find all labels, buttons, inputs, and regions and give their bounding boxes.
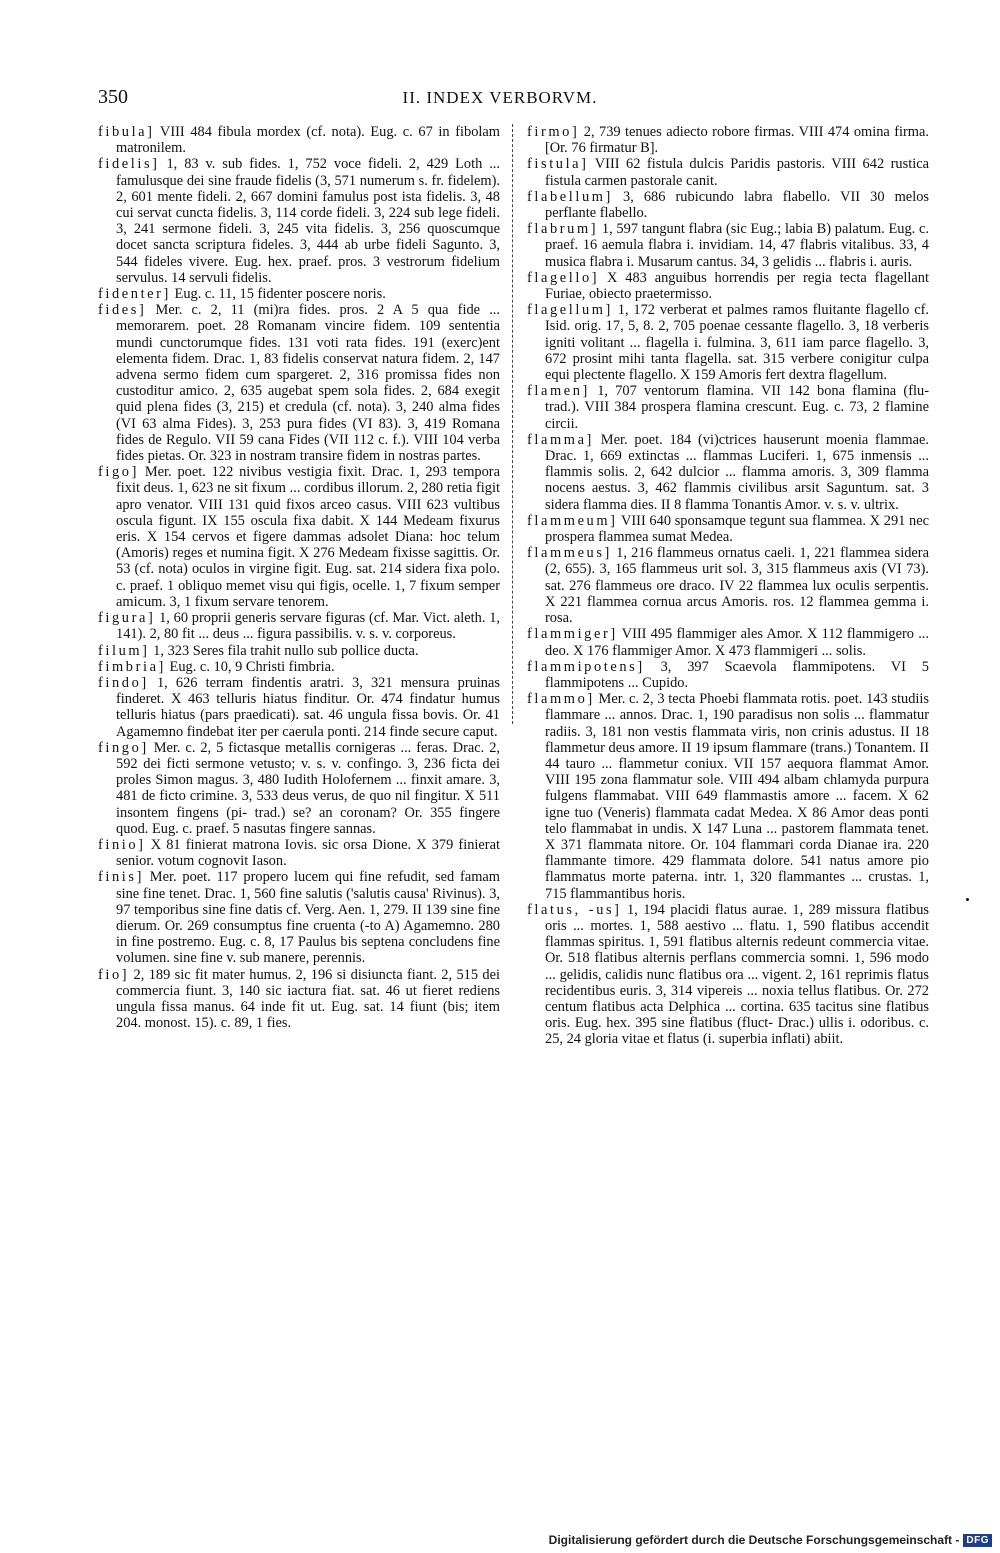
headword: flammeum] — [527, 512, 618, 529]
entry-text: Mer. c. 2, 3 tecta Phoebi flammata rotis. poet. 143 studiis flammare ... annos. Drac. 1, 190 paradisus non solis ... flammatur radiis. 3, 181 non vestis flammata viris, non crinis adustus. II 18 flammetur deus amore. II 19 ipsum flammare (trans.) Tonantem. II 44 tauro ... flammetur coniux. VII 157 aequora flammat Amor. VIII 195 zona flammatur sole. VIII 494 albam chlamyda purpura fulgens flammabat. VIII 649 flammastis amore ... facem. X 62 igne tuo (Veneris) flammata cadat Medea. X 86 Amor deas ponti telo flammabat in undis. X 147 Luna ... pastorem flammata tenet. X 371 flammata nitore. Or. 104 flammari corda Dianae ira. 220 flammante timore. 429 flammata dolore. 541 natus amore pio flammatus morte paterna. intr. 1, 320 flammantes ... crustas. 1, 715 flammantibus horis. — [545, 691, 929, 902]
index-entry — [527, 432, 929, 513]
entry-text: 3, 397 Scaevola flammipotens. VI 5 flammipotens ... Cupido. — [545, 658, 929, 691]
footer — [549, 1533, 992, 1547]
headword: fio] — [98, 966, 130, 983]
entry-text: 1, 626 terram findentis aratri. 3, 321 mensura pruinas finderet. X 463 telluris hiatus finditur. Or. 474 findatur humus telluris hiatus (pars praedicati). sat. 46 ungula fissa bovis. Or. 41 Agamemno findebat iter per caerula ponti. 214 finde secure caput. — [116, 674, 500, 740]
entry-text: Eug. c. 10, 9 Christi fimbria. — [165, 658, 335, 675]
index-entry — [98, 302, 500, 464]
index-entry — [527, 156, 929, 188]
index-entry — [527, 270, 929, 302]
entry-text: Mer. poet. 122 nivibus vestigia fixit. Drac. 1, 293 tempora fixit deus. 1, 623 ne sit fixum ... cordibus illorum. 2, 280 retia figit apro venator. VIII 131 quid fixos arceo casus. VIII 623 vultibus oscula figunt. IX 155 oscula fixa dabit. X 144 Medeam fixurus eris. X 154 cervos et figere dammas adsolet Diana: hoc telum (Amoris) reges et numina figit. X 276 Medeam fixisse sagittis. Or. 53 (cf. nota) oculos in virgine figit. Eug. sat. 214 sidera fixa polo. c. praef. 1 obliquo memet visu qui figis, ocelle. 1, 7 fixum semper amicum. 3, 1 fixum servare tenorem. — [116, 464, 500, 610]
headword: findo] — [98, 674, 149, 691]
headword: fimbria] — [98, 658, 166, 675]
entry-text: 1, 707 ventorum flamina. VII 142 bona flamina (flu- trad.). VIII 384 prospera flamina crescunt. Eug. c. 73, 2 flamine circii. — [545, 383, 929, 432]
entry-text: 1, 216 flammeus ornatus caeli. 1, 221 flammea sidera (2, 655). 3, 165 flammeus urit sol. 3, 315 flammeus axis (VI 73). sat. 276 flammeus ore draco. IV 22 flammea lux oculis serpentis. X 221 flammea cornua arcus Amoris. ros. 12 flammea gemma i. rosa. — [545, 545, 929, 627]
headword: fingo] — [98, 739, 149, 756]
entry-text: Mer. poet. 184 (vi)ctrices hauserunt moenia flammae. Drac. 1, 669 extinctas ... flammas Luciferi. 1, 675 inmensis ... flammis solis. 2, 642 dulcior ... flamma amoris. 3, 309 flamma nocens aestus. 3, 462 flammis civilibus arsit Saguntum. sat. 3 sidera flamma dies. II 8 flamma Tonantis Amor. v. s. v. ultrix. — [545, 431, 929, 513]
headword: figura] — [98, 610, 156, 627]
entry-text: 2, 739 tenues adiecto robore firmas. VIII 474 omina firma. [Or. 76 firmatur B]. — [545, 124, 929, 157]
index-entry — [98, 464, 500, 610]
headword: figo] — [98, 464, 139, 481]
entry-text: 1, 172 verberat et palmes ramos fluitante flagello cf. Isid. orig. 17, 5, 8. 2, 705 poenae cessante flagello. 3, 18 verberis igniti volitant ... flagella i. fulmina. 3, 611 iam parce flagello. 3, 672 prosint mihi tanta flagella. sat. 315 verbere conigitur culpa equi plectente flagello. X 159 Amoris fert dextra flagellum. — [545, 302, 929, 384]
index-entry — [98, 967, 500, 1032]
index-entry — [98, 156, 500, 286]
headword: flagellum] — [527, 302, 613, 319]
index-entry — [527, 691, 929, 902]
index-entry — [98, 869, 500, 966]
dfg-logo: DFG — [963, 1534, 992, 1547]
headword: fides] — [98, 302, 147, 319]
index-entry — [98, 659, 500, 675]
index-entry — [98, 286, 500, 302]
entry-text: VIII 62 fistula dulcis Paridis pastoris. VIII 642 rustica fistula carmen pastorale canit. — [545, 156, 929, 189]
footer-text: Digitalisierung gefördert durch die Deutsche Forschungsgemeinschaft - — [548, 1533, 960, 1547]
entry-text: VIII 495 flammiger ales Amor. X 112 flammigero ... deo. X 176 flammiger Amor. X 473 flammigeri ... solis. — [545, 626, 929, 659]
headword: fidenter] — [98, 286, 171, 303]
entry-text: 3, 686 rubicundo labra flabello. VII 30 melos perflante flabello. — [545, 188, 929, 222]
entry-text: Mer. poet. 117 propero lucem qui fine refudit, sed famam sine fine tenet. Drac. 1, 560 fine salutis ('salutis causa' Rivinus). 3, 97 temporibus sine fine datis cf. Verg. Aen. 1, 279. II 139 sine fine dierum. Or. 269 consumptus fine cruenta (-to A) Agamemno. 280 in fine postremo. Eug. c. 8, 17 Paulus bis septena concludens fine volumen. sine fine v. sub manere, perennis. — [116, 869, 500, 967]
headword: flabellum] — [527, 188, 613, 205]
entry-text: 1, 83 v. sub fides. 1, 752 voce fideli. 2, 429 Loth ... famulusque dei sine fraude fidelis (3, 571 numerum s. fr. fidelem). 2, 601 mente fideli. 2, 667 domini famulus post ista fidelis. 3, 48 cui servat cuncta fidelis. 3, 114 corde fideli. 3, 224 sub lege fideli. 3, 241 sermone fideli. 3, 245 vita fidelis. 3, 256 quoscumque docet sancta scriptura fideles. 3, 444 ab urbe fideli Sagunto. 3, 544 fideles vivere. Eug. hex. praef. pros. 3 vestrorum fidelium servulus. 14 servuli fidelis. — [116, 156, 500, 286]
headword: flamen] — [527, 383, 590, 400]
index-entry — [98, 675, 500, 740]
index-entry — [527, 626, 929, 658]
headword: flabrum] — [527, 221, 599, 238]
index-entry — [98, 643, 500, 659]
index-entry — [527, 902, 929, 1048]
headword: finis] — [98, 869, 144, 886]
headword: flatus, -us] — [527, 901, 622, 918]
index-entry — [527, 659, 929, 691]
index-entry — [98, 837, 500, 869]
entry-text: VIII 640 sponsamque tegunt sua flammea. X 291 nec prospera flammea sumat Medea. — [545, 512, 929, 546]
headword: flammo] — [527, 691, 595, 708]
page-number: 350 — [98, 86, 128, 108]
margin-dot — [966, 898, 969, 901]
entry-text: X 483 anguibus horrendis per regia tecta flagellant Furiae, obiecto praetermisso. — [545, 269, 929, 303]
index-entry — [527, 545, 929, 626]
right-column — [527, 124, 929, 1048]
headword: fidelis] — [98, 156, 160, 173]
index-entry — [98, 124, 500, 156]
headword: filum] — [98, 642, 150, 659]
entry-text: 1, 323 Seres fila trahit nullo sub pollice ducta. — [149, 642, 419, 659]
index-entry — [527, 189, 929, 221]
headword: flammeus] — [527, 545, 612, 562]
index-entry — [527, 302, 929, 383]
entry-text: 1, 194 placidi flatus aurae. 1, 289 missura flatibus oris ... mortes. 1, 588 aestivo ... flatu. 1, 590 flatibus accendit flammas spiritus. 1, 591 flatibus alternis redeunt commercia vitae. Or. 518 flatibus alternis perflans commercia somni. 1, 596 modo ... gelidis, calidis nunc flatibus ora ... vigent. 2, 161 reprimis flatus recidentibus euris. 3, 314 vipereis ... noxia tellus flatibus. Or. 272 centum flatibus acta Delphica ... cortina. 635 tacitus sine flatibus oris. Eug. hex. 395 sine flatibus (fluct- Drac.) ullis i. odoribus. c. 25, 24 gloria vitae et flatus (i. superbia inflati) abiit. — [545, 901, 929, 1048]
index-entry — [527, 124, 929, 156]
index-entry — [527, 513, 929, 545]
headword: fistula] — [527, 156, 589, 173]
entry-text: Mer. c. 2, 11 (mi)ra fides. pros. 2 A 5 qua fide ... memorarem. poet. 28 Romanam vincire fidem. 109 sententia mundi cunctorumque fides. 131 voti rata fides. 191 (exerc)ent elementa fidem. Drac. 1, 83 fidelis conservat natura fidem. 2, 147 advena sermo fidem cum spargeret. 2, 316 promissa fides non custoditur amico. 2, 635 augebat spem sola fides. 2, 684 exegit quid plena fides (3, 215) et credula (cf. nota). 3, 240 alma fides (VI 63 alma Fides). 3, 253 pura fides (VI 83). 3, 419 Romana fides de Regulo. VII 59 cana Fides (VII 112 c. f.). VIII 104 verba fides pietas. Or. 323 in nostram transire fidem in nostras partes. — [116, 302, 500, 465]
headword: finio] — [98, 836, 146, 853]
entry-text: Eug. c. 11, 15 fidenter poscere noris. — [170, 286, 386, 303]
index-entry — [527, 221, 929, 270]
running-title: II. INDEX VERBORVM. — [402, 88, 598, 107]
entry-text: 1, 597 tangunt flabra (sic Eug.; labia B) palatum. Eug. c. praef. 16 aemula flabra i. invidiam. 14, 47 flabris vitalibus. 33, 4 musica flabra i. Musarum cantus. 34, 3 gelidis ... flabris i. auris. — [545, 221, 929, 270]
headword: fibula] — [98, 124, 155, 140]
entry-text: Mer. c. 2, 5 fictasque metallis cornigeras ... feras. Drac. 2, 592 dei ficti sermone vetusto; v. s. v. confingo. 3, 236 ficta dei proles Simon magus. 3, 480 Iudith Holofernem ... finxit amare. 3, 481 de ficto crimine. 3, 533 deus verus, de quo nil fingitur. X 511 insontem fingens (pi- trad.) se? an coronam? Or. 355 fingere quod. Eug. c. praef. 5 nasutas fingere sannas. — [116, 739, 500, 837]
entry-text: 1, 60 proprii generis servare figuras (cf. Mar. Vict. aleth. 1, 141). 2, 80 fit ... deus ... figura passibilis. v. s. v. corporeus. — [116, 610, 500, 643]
entry-text: 2, 189 sic fit mater humus. 2, 196 si disiuncta fiant. 2, 515 dei commercia fiunt. 3, 140 sic iactura fiat. sat. 46 ut fieret rediens ungula fissa manus. 64 inde fit ut. Eug. sat. 14 fiunt (bis; item 204. monost. 15). c. 89, 1 fies. — [116, 966, 500, 1032]
index-entry — [527, 383, 929, 432]
headword: flammiger] — [527, 626, 618, 643]
index-entry — [98, 740, 500, 837]
left-column — [98, 124, 500, 1031]
column-divider — [512, 124, 513, 724]
headword: flammipotens] — [527, 658, 645, 675]
index-entry — [98, 610, 500, 642]
entry-text: VIII 484 fibula mordex (cf. nota). Eug. c. 67 in fibolam matronilem. — [116, 124, 500, 157]
headword: flamma] — [527, 431, 594, 448]
entry-text: X 81 finierat matrona Iovis. sic orsa Dione. X 379 finierat senior. votum cognovit Iason. — [116, 836, 500, 870]
headword: flagello] — [527, 269, 600, 286]
headword: firmo] — [527, 124, 580, 140]
